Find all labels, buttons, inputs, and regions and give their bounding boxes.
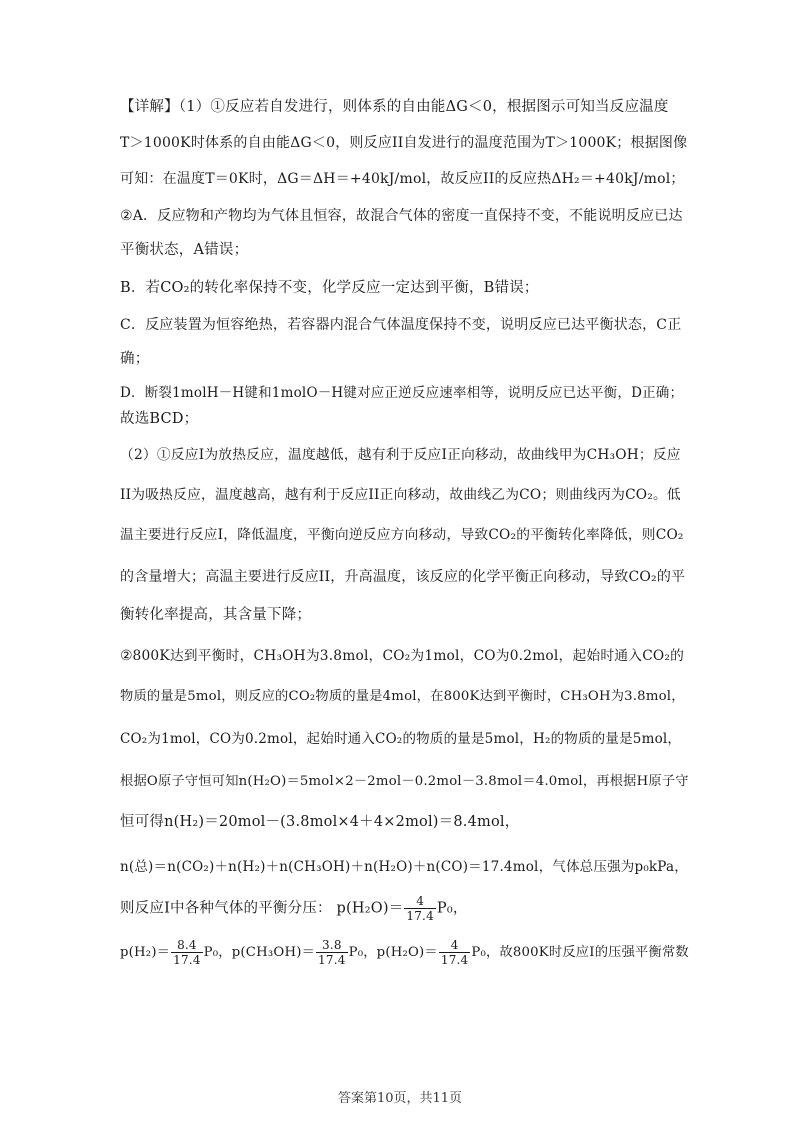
- numerator: 4: [439, 938, 471, 953]
- text-line: D．断裂1molH－H键和1molO－H键对应正逆反应速率相等，说明反应已达平衡，D正确；: [120, 385, 684, 401]
- fraction: [171, 938, 203, 967]
- text-line: 恒可得n(H₂)＝20mol－(3.8mol×4＋4×2mol)＝8.4mol，: [120, 814, 520, 830]
- formula-line-2: [120, 938, 690, 967]
- text-line: 衡转化率提高，其含量下降；: [120, 607, 312, 623]
- denominator: 17.4: [173, 953, 201, 967]
- text-line: 温主要进行反应I，降低温度，平衡向逆反应方向移动，导致CO₂的平衡转化率降低，则CO₂: [120, 527, 684, 543]
- formula-tail: P₀，: [203, 945, 232, 960]
- text-line: （2）①反应I为放热反应，温度越低，越有利于反应I正向移动，故曲线甲为CH₃OH；反应: [120, 447, 681, 463]
- formula-lhs: p(H₂O)＝: [376, 945, 438, 960]
- formula-lhs: p(H₂O)＝: [336, 900, 404, 917]
- text-line: 物质的量是5mol，则反应的CO₂物质的量是4mol，在800K达到平衡时，CH₃OH为3.8mol，: [120, 689, 685, 704]
- text-line: II为吸热反应，温度越高，越有利于反应II正向移动，故曲线乙为CO；则曲线丙为CO₂。低: [120, 487, 681, 503]
- denominator: 17.4: [406, 909, 434, 923]
- text-line: CO₂为1mol，CO为0.2mol，起始时通入CO₂的物质的量是5mol，H₂的物质的量是5mol，: [120, 731, 682, 747]
- text-line: B．若CO₂的转化率保持不变，化学反应一定达到平衡，B错误；: [120, 280, 539, 296]
- text-line: ②800K达到平衡时，CH₃OH为3.8mol，CO₂为1mol，CO为0.2mol，起始时通入CO₂的: [120, 648, 685, 664]
- denominator: 17.4: [440, 953, 469, 967]
- fraction: [439, 938, 471, 967]
- text-line: 故选BCD；: [120, 411, 199, 427]
- fraction: [404, 894, 436, 923]
- formula-tail: P₀，: [436, 900, 468, 917]
- text-line: C．反应装置为恒容绝热，若容器内混合气体温度保持不变，说明反应已达平衡状态，C正: [120, 317, 682, 333]
- formula-line-1: [120, 894, 690, 923]
- text-line: 可知：在温度T＝0K时，ΔG＝ΔH＝+40kJ/mol，故反应II的反应热ΔH₂＝+40kJ/mol；: [120, 171, 685, 187]
- formula-lhs: p(CH₃OH)＝: [231, 945, 316, 960]
- text-line: ②A．反应物和产物均为气体且恒容，故混合气体的密度一直保持不变，不能说明反应已达: [120, 208, 683, 224]
- formula-tail: P₀，: [348, 945, 377, 960]
- numerator: 8.4: [171, 938, 203, 953]
- text-line: 根据O原子守恒可知n(H₂O)＝5mol×2－2mol－0.2mol－3.8mol＝4.0mol，再根据H原子守: [120, 774, 689, 789]
- text-segment: 故800K时反应I的压强平衡常数: [499, 945, 689, 960]
- text-line: 确；: [120, 351, 150, 367]
- numerator: 3.8: [316, 938, 348, 953]
- formula-tail: P₀，: [471, 945, 500, 960]
- text-line: 【详解】（1）①反应若自发进行，则体系的自由能ΔG＜0，根据图示可知当反应温度: [120, 99, 669, 115]
- page-footer: 答案第10页，共11页: [337, 1091, 463, 1106]
- denominator: 17.4: [318, 953, 346, 967]
- text-line: T＞1000K时体系的自由能ΔG＜0，则反应II自发进行的温度范围为T＞1000K；根据图像: [120, 135, 688, 151]
- formula-lhs: p(H₂)＝: [120, 945, 171, 960]
- text-line: 的含量增大；高温主要进行反应II，升高温度，该反应的化学平衡正向移动，导致CO₂的平: [120, 569, 686, 585]
- numerator: 4: [404, 894, 436, 909]
- text-line: 平衡状态，A错误；: [120, 242, 249, 258]
- text-line: n(总)＝n(CO₂)＋n(H₂)＋n(CH₃OH)＋n(H₂O)＋n(CO)＝17.4mol，气体总压强为p₀kPa，: [120, 859, 688, 875]
- fraction: [316, 938, 348, 967]
- text-segment: 则反应I中各种气体的平衡分压：: [120, 900, 332, 917]
